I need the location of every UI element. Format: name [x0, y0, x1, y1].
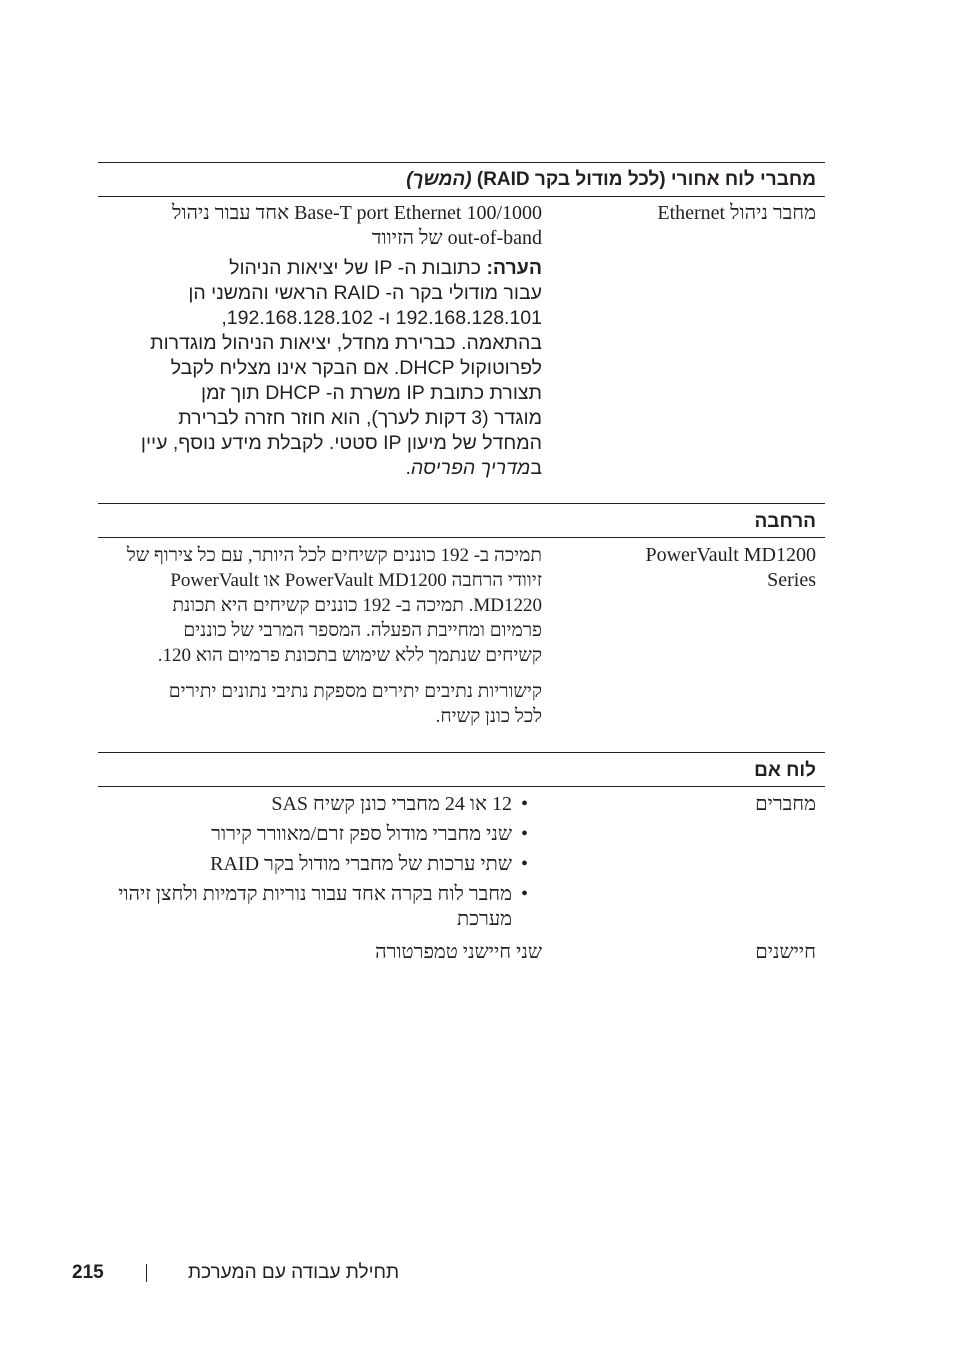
heading-text: מחברי לוח אחורי (לכל מודול בקר RAID)	[476, 169, 816, 190]
list-item: • מחבר לוח בקרה אחד עבור נוריות קדמיות ולחצן זיהוי מערכת	[118, 882, 528, 932]
list-item: • 12 או 24 מחברי כונן קשיח SAS	[118, 792, 528, 817]
section-heading-rule	[98, 537, 825, 538]
section-heading-rule	[98, 196, 825, 197]
note-line: מוגדר (3 דקות לערך), הוא חוזר חזרה לברירת	[178, 407, 542, 429]
desc-line: תמיכה ב- 192 כוננים קשיחים לכל היותר, עם כל צירוף של	[126, 545, 542, 566]
section-heading-rule	[98, 786, 825, 787]
section-top-rule	[98, 503, 825, 504]
connectors-list	[118, 792, 528, 937]
desc-line: 100/1000 Base-T port Ethernet אחד עבור ניהול	[171, 202, 542, 224]
desc-line: MD1220. תמיכה ב- 192 כוננים קשיחים היא תכונת	[172, 595, 542, 616]
row-desc-ethernet	[172, 201, 542, 251]
section-heading-backpanel	[406, 168, 816, 192]
note-line: לפרוטוקול DHCP. אם הבקר אינו מצליח לקבל	[170, 357, 542, 379]
note-line: עבור מודולי בקר ה- RAID הראשי והמשני הן	[188, 282, 542, 304]
page-number: 215	[72, 1262, 104, 1283]
list-item: • שני מחברי מודול ספק זרם/מאוורר קירור	[118, 822, 528, 847]
row-label-md1200: PowerVault MD1200 Series	[645, 544, 816, 591]
list-item: • שתי ערכות של מחברי מודול בקר RAID	[118, 852, 528, 877]
footer-separator	[146, 1264, 147, 1282]
desc-line: קישוריות נתיבים יתירים מספקת נתיבי נתונים יתירים	[168, 681, 542, 702]
row-desc-redundancy	[169, 679, 542, 729]
note-line: תצורת כתובת IP משרת ה- DHCP תוך זמן	[201, 382, 542, 404]
footer-chapter-title: תחילת עבודה עם המערכת	[188, 1262, 400, 1283]
row-label-ethernet: מחבר ניהול Ethernet	[657, 202, 816, 224]
desc-line: זיוודי הרחבה PowerVault MD1200 או PowerVault	[170, 570, 542, 591]
desc-line: לכל כונן קשיח.	[435, 706, 542, 727]
row-desc-sensors: שני חיישני טמפרטורה	[375, 941, 542, 963]
note-label: הערה:	[486, 257, 542, 279]
deployment-guide-title: מדריך הפריסה	[410, 457, 531, 479]
row-desc-expansion	[127, 543, 542, 668]
row-label-sensors: חיישנים	[755, 941, 816, 963]
section-heading-motherboard: לוח אם	[754, 760, 816, 781]
heading-continued: (המשך)	[406, 169, 472, 190]
section-top-rule	[98, 162, 825, 163]
section-top-rule	[98, 752, 825, 753]
note-line: בהתאמה. כברירת מחדל, יציאות הניהול מוגדרות	[150, 332, 542, 354]
note-line: 192.168.128.101 ו- 192.168.128.102,	[221, 307, 542, 329]
note-line: המחדל של מיעון IP סטטי. לקבלת מידע נוסף, עיין	[140, 432, 542, 454]
desc-line: קשיחים שנתמך ללא שימוש בתכונת פרמיום הוא 120.	[157, 645, 542, 666]
section-heading-expansion: הרחבה	[754, 511, 816, 532]
note-line-last: במדריך הפריסה.	[405, 457, 542, 479]
note-line: הערה: כתובות ה- IP של יציאות הניהול	[229, 257, 542, 279]
desc-line: out-of-band של הזיווד	[371, 227, 542, 249]
row-label-connectors: מחברים	[755, 793, 816, 815]
note-block	[141, 256, 542, 481]
desc-line: פרמיום ומחייבת הפעלה. המספר המרבי של כוננים	[183, 620, 542, 641]
